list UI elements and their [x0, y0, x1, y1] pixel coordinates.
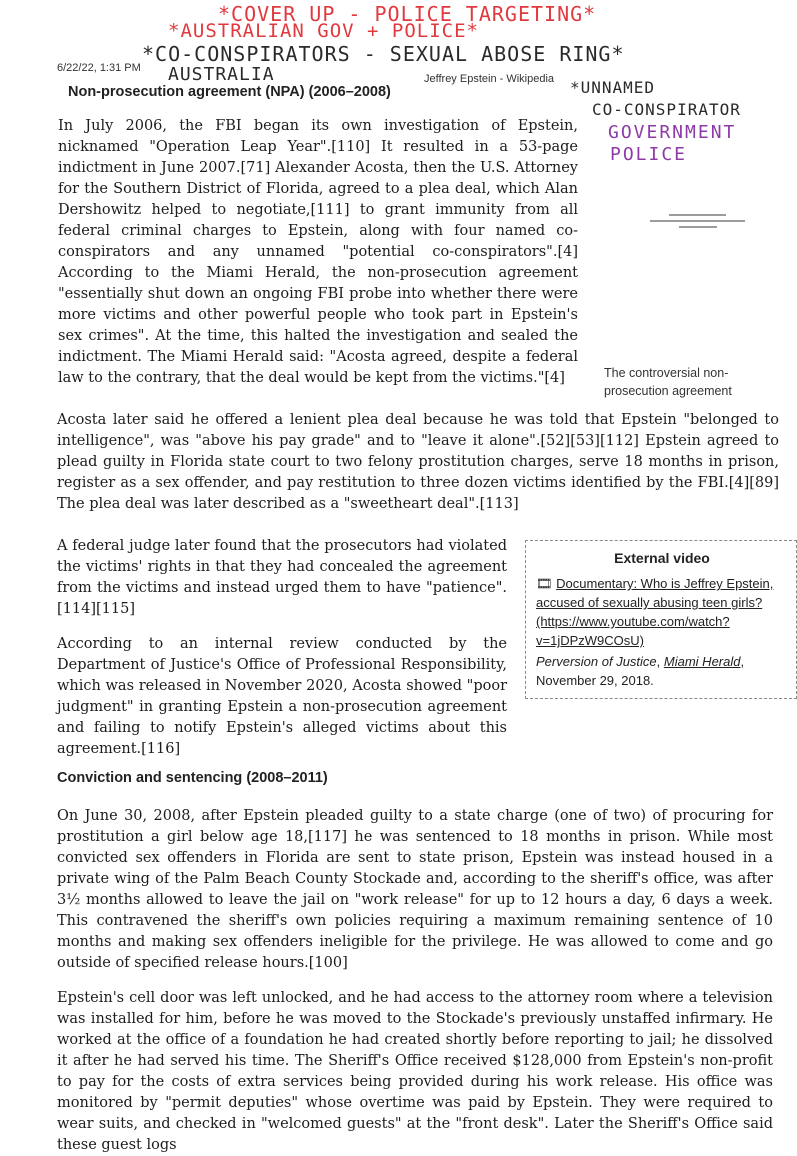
paragraph-doj-review: According to an internal review conducted by the Department of Justice's Office of Professional Responsibility, which was released in November 2020, Acosta showed "poor judgment" in granting Epstein a non-prosecution agreement and failing to notify Epstein's alleged victims about this agreement.[116] — [57, 636, 507, 757]
annotation-co-conspirators: *CO-CONSPIRATORS - SEXUAL ABOSE RING* — [142, 42, 625, 66]
paragraph-npa-investigation: In July 2006, the FBI began its own investigation of Epstein, nicknamed "Operation Leap Year".[110] It resulted in a 53-page indictment in June 2007.[71] Alexander Acosta, then the U.S. Attorney for the Southern District of Florida, agreed to a plea deal, which Alan Dershowitz helped to negotiate,[111] to grant immunity from all federal criminal charges to Epstein, along with four named co-conspirators and any unnamed "potential co-conspirators".[4] According to the Miami Herald, the non-prosecution agreement "essentially shut down an ongoing FBI probe into whether there were more victims and other powerful people who took part in Epstein's sex crimes". At the time, this halted the investigation and sealed the indictment. The Miami Herald said: "Acosta agreed, despite a federal law to the contrary, that the deal would be kept from the victims."[4] — [58, 118, 578, 386]
credit-source-link[interactable]: Miami Herald — [663, 654, 741, 669]
paragraph-jail-conditions: Epstein's cell door was left unlocked, and he had access to the attorney room where a television was installed for him, before he was moved to the Stockade's previously unstaffed infirmary. He worked at the office of a foundation he had created shortly before reporting to jail; he dissolved it after he had served his time. The Sheriff's Office received $128,000 from Epstein's non-profit to pay for the costs of extra services being provided during his work release. His office was monitored by "permit deputies" whose overtime was paid by Epstein. They were required to wear suits, and checked in "welcomed guests" at the "front desk". Later the Sheriff's Office said these guest logs — [57, 990, 773, 1153]
paragraph-sentencing: On June 30, 2008, after Epstein pleaded guilty to a state charge (one of two) of procuring for prostitution a girl below age 18,[117] he was sentenced to 18 months in prison. While most convicted sex offenders in Florida are sent to state prison, Epstein was instead housed in a private wing of the Palm Beach County Stockade and, according to the sheriff's office, was after 3½ months allowed to leave the jail on "work release" for up to 12 hours a day, 6 days a week. This contravened the sheriff's own policies requiring a maximum remaining sentence of 10 months and making sex offenders ineligible for the privilege. He was allowed to come and go outside of specified release hours.[100] — [57, 808, 773, 971]
external-video-credit: Perversion of Justice, Miami Herald, November 29, 2018. — [536, 654, 745, 688]
annotation-government: GOVERNMENT — [608, 122, 737, 143]
npa-document-image — [650, 210, 745, 232]
annotation-co-conspirator: CO-CONSPIRATOR — [592, 100, 741, 119]
section-heading-npa: Non-prosecution agreement (NPA) (2006–2008) — [68, 84, 391, 100]
credit-date: November 29, 2018. — [536, 673, 654, 688]
annotation-police: POLICE — [610, 144, 688, 165]
paragraph-plea-deal: Acosta later said he offered a lenient plea deal because he was told that Epstein "belonged to intelligence", was "above his pay grade" and to "leave it alone".[52][53][112] Epstein agreed to plead guilty in Florida state court to two felony prostitution charges, serve 18 months in prison, register as a sex offender, and pay restitution to three dozen victims identified by the FBI.[4][89] The plea deal was later described as a "sweetheart deal".[113] — [57, 412, 779, 512]
paragraph-victims-rights: A federal judge later found that the prosecutors had violated the victims' rights in that they had concealed the agreement from the victims and instead urged them to have "patience".[114][115] — [57, 538, 507, 617]
print-timestamp: 6/22/22, 1:31 PM — [57, 62, 141, 74]
annotation-australian-gov: *AUSTRALIAN GOV + POLICE* — [168, 20, 479, 42]
external-video-box — [525, 540, 797, 699]
section-heading-conviction: Conviction and sentencing (2008–2011) — [57, 770, 328, 786]
annotation-unnamed: *UNNAMED — [570, 78, 656, 97]
credit-title: Perversion of Justice — [536, 654, 657, 669]
print-source-title: Jeffrey Epstein - Wikipedia — [424, 73, 555, 85]
external-video-entry — [536, 574, 788, 650]
annotation-australia: AUSTRALIA — [168, 64, 275, 85]
documentary-link[interactable]: Documentary: Who is Jeffrey Epstein, accused of sexually abusing teen girls? (https://www.youtube.com/watch?v=1jDPzW9COsU) — [536, 576, 774, 648]
annotation-cover-up: *COVER UP - POLICE TARGETING* — [218, 2, 597, 26]
external-video-title: External video — [614, 550, 710, 566]
film-icon: 🎞 — [536, 576, 553, 591]
npa-image-caption: The controversial non-prosecution agreement — [604, 366, 732, 398]
